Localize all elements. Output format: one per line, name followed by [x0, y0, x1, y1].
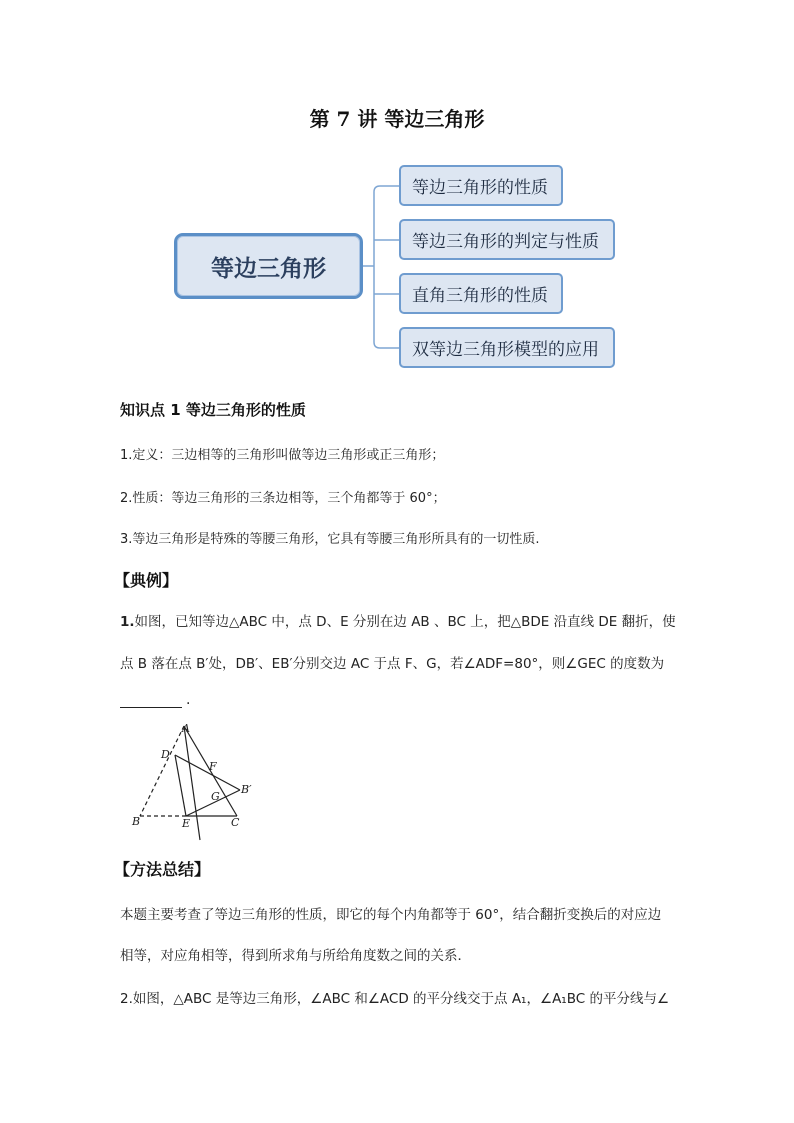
mindmap-node-right-triangle: 直角三角形的性质 [399, 273, 563, 314]
geometry-figure [128, 718, 268, 843]
mindmap-node-properties: 等边三角形的性质 [399, 165, 563, 206]
method-line-1: 本题主要考查了等边三角形的性质，即它的每个内角都等于 60°，结合翻折变换后的对应边 [120, 907, 662, 923]
segment-db-prime [175, 755, 240, 790]
special-case-text: 3.等边三角形是特殊的等腰三角形，它具有等腰三角形所具有的一切性质. [120, 532, 540, 547]
label-b: B [132, 815, 141, 828]
problem-1-text: 如图，已知等边△ABC 中，点 D、E 分别在边 AB 、BC 上，把△BDE 沿直线 DE 翻折，使 [134, 614, 676, 630]
method-label: 【方法总结】 [114, 860, 211, 879]
segment-de [175, 755, 186, 816]
label-a: A [182, 722, 190, 735]
page-title: 第 7 讲 等边三角形 [309, 107, 485, 131]
property-text: 2.性质：等边三角形的三条边相等，三个角都等于 60°； [120, 491, 446, 506]
mindmap-root: 等边三角形 [174, 233, 363, 299]
mindmap-node-determination: 等边三角形的判定与性质 [399, 219, 615, 260]
label-e: E [182, 817, 191, 830]
example-label: 【典例】 [114, 571, 179, 590]
label-d: D [161, 748, 170, 761]
label-c: C [231, 816, 240, 829]
answer-blank[interactable] [120, 707, 182, 708]
problem-2-line-1: 2.如图，△ABC 是等边三角形，∠ABC 和∠ACD 的平分线交于点 A₁，∠A₁BC 的平分线与∠ [120, 991, 670, 1007]
definition-text: 1.定义：三边相等的三角形叫做等边三角形或正三角形； [120, 448, 445, 463]
label-f: F [209, 760, 217, 773]
mindmap-connectors [0, 0, 794, 400]
section-heading: 知识点 1 等边三角形的性质 [120, 401, 306, 419]
method-line-2: 相等，对应角相等，得到所求角与所给角度数之间的关系． [120, 948, 471, 964]
problem-1-line-1 [120, 610, 676, 630]
answer-period: . [186, 692, 191, 708]
mindmap-node-double-model: 双等边三角形模型的应用 [399, 327, 615, 368]
label-b-prime: B′ [241, 783, 252, 796]
label-g: G [211, 790, 220, 803]
problem-1-line-2: 点 B 落在点 B′处，DB′、EB′分别交边 AC 于点 F、G，若∠ADF=80°，则∠GEC 的度数为 [120, 656, 665, 672]
problem-number: 1. [120, 614, 135, 630]
